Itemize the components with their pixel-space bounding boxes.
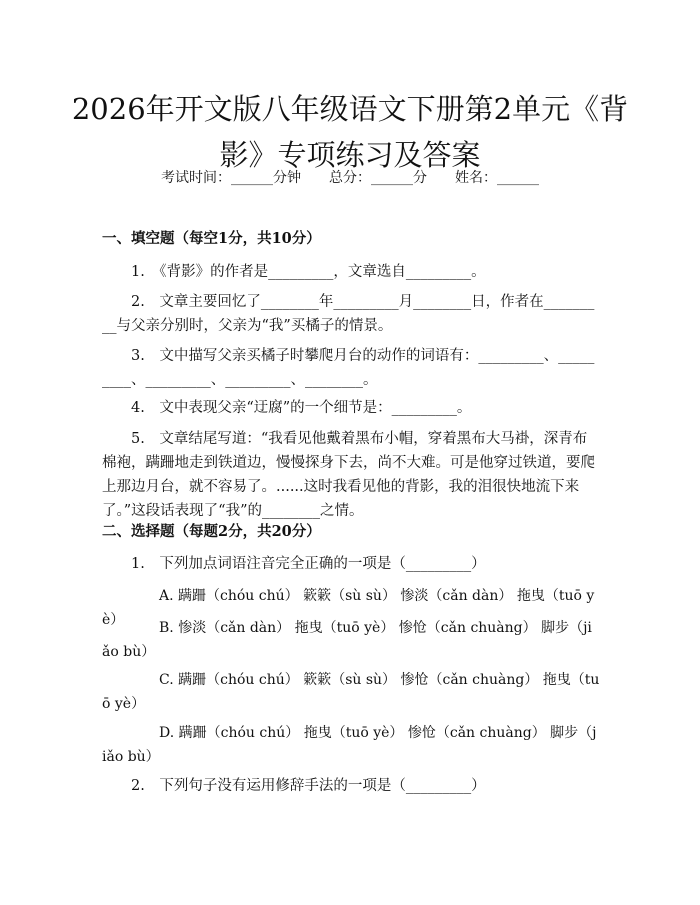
choice-option-b: B. 惨淡（cǎn dàn） 拖曳（tuō yè） 惨怆（cǎn chuàng） 脚步（jiǎo bù） bbox=[102, 620, 592, 660]
choice-question-1: 1. 下列加点词语注音完全正确的一项是（_________） bbox=[131, 556, 486, 572]
fill-question-3: 3. 文中描写父亲买橘子时攀爬月台的动作的词语有：_________、_________、_________、_________、________。 bbox=[102, 348, 595, 388]
document-title: 2026年开文版八年级语文下册第2单元《背影》专项练习及答案 bbox=[71, 92, 629, 172]
exam-info bbox=[0, 168, 700, 188]
section-heading-choice: 二、选择题（每题2分，共20分） bbox=[102, 523, 321, 540]
choice-option-c: C. 蹒跚（chóu chú） 簌簌（sù sù） 惨怆（cǎn chuàng） 拖曳（tuō yè） bbox=[102, 672, 600, 712]
exam-name: 姓名：______ bbox=[455, 170, 539, 186]
fill-question-1: 1. 《背影》的作者是_________，文章选自_________。 bbox=[131, 264, 486, 280]
fill-question-2: 2. 文章主要回忆了________年_________月________日，作者在_________与父亲分别时，父亲为“我”买橘子的情景。 bbox=[102, 294, 595, 334]
choice-option-a: A. 蹒跚（chóu chú） 簌簌（sù sù） 惨淡（cǎn dàn） 拖曳（tuō yè） bbox=[102, 588, 595, 628]
section-heading-fill-in: 一、填空题（每空1分，共10分） bbox=[102, 230, 321, 247]
exam-time: 考试时间：______分钟 bbox=[161, 170, 301, 186]
choice-question-2: 2. 下列句子没有运用修辞手法的一项是（_________） bbox=[131, 778, 486, 794]
exam-score: 总分：______分 bbox=[329, 170, 427, 186]
choice-option-d: D. 蹒跚（chóu chú） 拖曳（tuō yè） 惨怆（cǎn chuàng） 脚步（jiǎo bù） bbox=[102, 725, 597, 765]
fill-question-4: 4. 文中表现父亲“迂腐”的一个细节是：_________。 bbox=[131, 400, 472, 416]
fill-question-5: 5. 文章结尾写道：“我看见他戴着黑布小帽，穿着黑布大马褂，深青布棉袍，蹒跚地走到铁道边，慢慢探身下去，尚不大难。可是他穿过铁道，要爬上那边月台，就不容易了。......这时我看见他的背影，我的泪很快地流下来了。”这段话表现了“我”的________之情。 bbox=[102, 431, 595, 519]
